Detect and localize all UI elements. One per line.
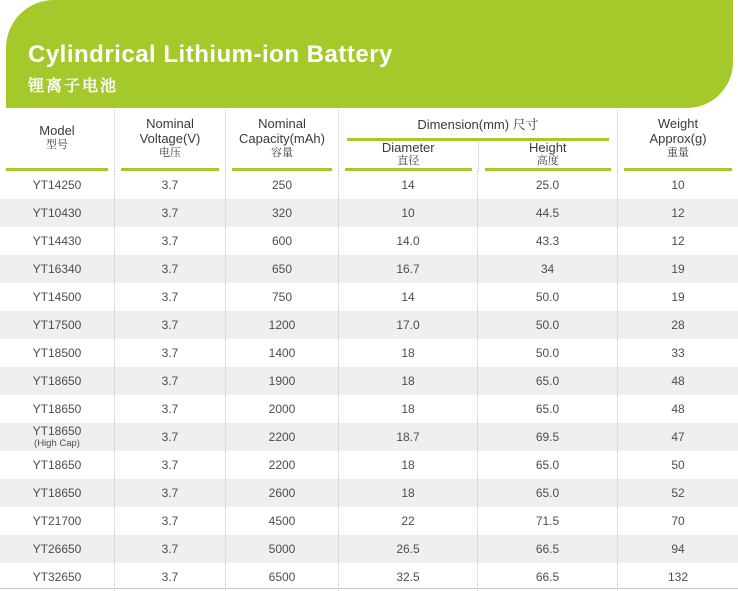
cell-model: YT18650 [0,367,115,395]
cell-height: 66.5 [478,563,618,591]
table-row [0,423,738,451]
cell-model: YT17500 [0,311,115,339]
cell-diameter: 18 [339,339,478,367]
table-row [0,367,738,395]
header-banner [6,0,733,108]
dimension-subcolumns [339,141,617,171]
cell-weight: 48 [671,401,685,416]
cell-voltage: 3.7 [115,479,226,507]
cell-capacity: 5000 [226,535,339,563]
header-underline [345,168,472,171]
page-title: Cylindrical Lithium-ion Battery [28,41,393,68]
table-row [0,479,738,507]
cell-model: YT14250 [0,171,115,199]
cell-weight: 70 [671,513,685,528]
table-row [0,339,738,367]
cell-diameter: 16.7 [339,255,478,283]
col-header-capacity-en2: Capacity(mAh) [239,130,325,146]
cell-voltage: 3.7 [115,199,226,227]
table-header [0,108,738,171]
dimension-group-label: Dimension(mm) 尺寸 [417,116,539,132]
cell-height: 34 [478,255,618,283]
cell-voltage: 3.7 [115,507,226,535]
cell-capacity: 1900 [226,367,339,395]
cell-model: YT18650 [0,479,115,507]
table-row [0,535,738,563]
table-body [0,171,738,591]
table-row [0,283,738,311]
cell-diameter: 22 [339,507,478,535]
cell-height: 66.5 [478,535,618,563]
cell-capacity: 600 [226,227,339,255]
col-header-diameter-cn: 直径 [397,155,420,167]
cell-weight: 47 [671,429,685,444]
cell-height: 71.5 [478,507,618,535]
cell-diameter: 18.7 [339,423,478,451]
table-row [0,171,738,199]
cell-voltage: 3.7 [115,367,226,395]
table-row [0,563,738,591]
cell-diameter: 14.0 [339,227,478,255]
cell-height: 43.3 [478,227,618,255]
cell-weight: 19 [671,289,685,304]
cell-model: YT18650 (High Cap) [0,423,115,451]
cell-height: 65.0 [478,395,618,423]
cell-capacity: 2200 [226,451,339,479]
cell-weight: 12 [671,233,685,248]
cell-model: YT18500 [0,339,115,367]
header-underline [6,168,108,171]
cell-capacity: 650 [226,255,339,283]
cell-voltage: 3.7 [115,311,226,339]
cell-capacity: 2600 [226,479,339,507]
cell-capacity: 250 [226,171,339,199]
cell-capacity: 6500 [226,563,339,591]
cell-diameter: 10 [339,199,478,227]
table-row [0,255,738,283]
table-row [0,451,738,479]
cell-capacity: 2000 [226,395,339,423]
cell-model: YT18650 [0,395,115,423]
cell-diameter: 18 [339,479,478,507]
cell-capacity: 320 [226,199,339,227]
cell-weight: 12 [671,205,685,220]
cell-height: 65.0 [478,451,618,479]
cell-model: YT16340 [0,255,115,283]
col-header-model [0,108,115,171]
col-header-height-en: Height [528,140,567,155]
table-row [0,395,738,423]
col-header-voltage-en1: Nominal [146,115,194,131]
col-header-voltage [115,108,226,171]
cell-weight: 94 [671,541,685,556]
cell-diameter: 14 [339,171,478,199]
cell-weight: 132 [667,569,689,584]
col-header-voltage-cn: 电压 [159,146,181,159]
cell-model: YT10430 [0,199,115,227]
table-bottom-border [0,588,738,589]
col-header-height [479,141,618,171]
cell-model-note: (High Cap) [34,438,80,449]
cell-model: YT26650 [0,535,115,563]
cell-height: 44.5 [478,199,618,227]
cell-voltage: 3.7 [115,339,226,367]
cell-capacity: 2200 [226,423,339,451]
col-header-height-cn: 高度 [536,155,559,167]
header-underline [232,168,332,171]
cell-diameter: 14 [339,283,478,311]
cell-weight: 33 [671,345,685,360]
cell-height: 65.0 [478,479,618,507]
col-header-capacity-en1: Nominal [258,115,306,131]
cell-height: 25.0 [478,171,618,199]
cell-voltage: 3.7 [115,535,226,563]
col-header-weight-cn: 重量 [667,146,689,159]
cell-model: YT21700 [0,507,115,535]
header-underline [624,168,732,171]
cell-capacity: 4500 [226,507,339,535]
cell-height: 50.0 [478,283,618,311]
cell-diameter: 18 [339,367,478,395]
col-header-diameter [339,141,479,171]
cell-diameter: 26.5 [339,535,478,563]
battery-spec-table [0,108,738,591]
cell-voltage: 3.7 [115,255,226,283]
col-header-capacity [226,108,339,171]
cell-weight: 52 [671,485,685,500]
col-header-voltage-en2: Voltage(V) [139,130,201,146]
cell-height: 65.0 [478,367,618,395]
cell-weight: 48 [671,373,685,388]
cell-height: 69.5 [478,423,618,451]
cell-capacity: 750 [226,283,339,311]
cell-diameter: 17.0 [339,311,478,339]
header-underline [121,168,219,171]
cell-voltage: 3.7 [115,423,226,451]
col-header-diameter-en: Diameter [381,140,435,155]
cell-voltage: 3.7 [115,451,226,479]
cell-diameter: 18 [339,451,478,479]
cell-height: 50.0 [478,339,618,367]
cell-weight: 50 [671,457,685,472]
col-header-weight-en2: Approx(g) [649,130,707,146]
table-row [0,311,738,339]
cell-weight: 19 [671,261,685,276]
col-header-dimension-group [339,108,618,171]
cell-voltage: 3.7 [115,395,226,423]
cell-voltage: 3.7 [115,227,226,255]
col-header-weight [618,108,738,171]
cell-capacity: 1400 [226,339,339,367]
table-row [0,199,738,227]
cell-height: 50.0 [478,311,618,339]
col-header-capacity-cn: 容量 [271,146,293,159]
cell-model: YT32650 [0,563,115,591]
header-underline [485,168,612,171]
table-row [0,507,738,535]
cell-model: YT18650 [0,451,115,479]
cell-voltage: 3.7 [115,563,226,591]
cell-diameter: 18 [339,395,478,423]
cell-weight: 10 [671,177,685,192]
col-header-model-en: Model [39,123,75,138]
cell-capacity: 1200 [226,311,339,339]
cell-voltage: 3.7 [115,171,226,199]
col-header-weight-en1: Weight [657,115,699,131]
table-row [0,227,738,255]
cell-diameter: 32.5 [339,563,478,591]
cell-weight: 28 [671,317,685,332]
cell-model: YT14430 [0,227,115,255]
cell-voltage: 3.7 [115,283,226,311]
page-subtitle-cn: 锂离子电池 [28,78,119,95]
col-header-model-cn: 型号 [46,139,68,151]
cell-model: YT14500 [0,283,115,311]
